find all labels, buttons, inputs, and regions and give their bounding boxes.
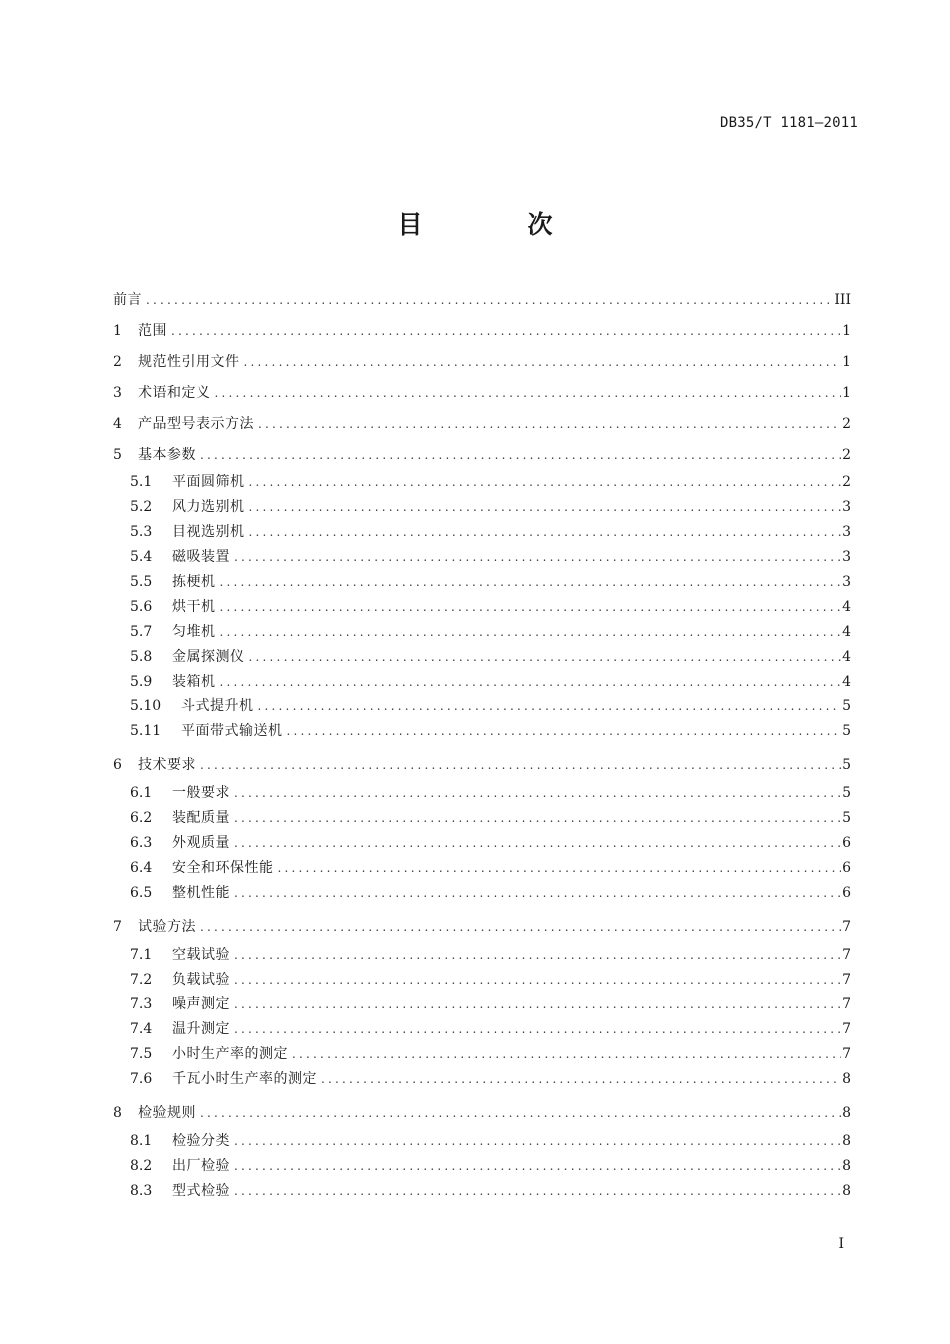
toc-section-entry[interactable]	[113, 1129, 851, 1154]
toc-entry-number: 7.6	[130, 1071, 153, 1088]
page-title: 目 次	[397, 210, 593, 239]
toc-section-entry[interactable]	[113, 1178, 851, 1203]
toc-entry-label: 负载试验	[172, 971, 230, 988]
toc-chapter-entry[interactable]	[113, 408, 851, 439]
toc-chapter-entry[interactable]	[113, 377, 851, 408]
toc-entry-page: 8	[842, 1071, 851, 1088]
toc-entry-number: 3	[113, 384, 122, 401]
toc-chapter-entry[interactable]	[113, 439, 851, 470]
toc-dot-leader	[216, 572, 842, 592]
toc-entry-label: 拣梗机	[172, 574, 216, 590]
toc-entry-page: 1	[842, 322, 851, 339]
toc-entry-number: 6.2	[130, 810, 153, 827]
toc-entry-label: 产品型号表示方法	[138, 415, 254, 432]
toc-entry-label: 基本参数	[138, 446, 196, 463]
toc-entry-label: 烘干机	[172, 598, 216, 615]
toc-entry-label: 技术要求	[138, 757, 196, 774]
toc-entry-page: 3	[842, 524, 851, 541]
toc-entry-number: 5.10	[130, 698, 162, 715]
toc-dot-leader	[196, 917, 841, 937]
toc-entry-number: 5.9	[130, 673, 153, 690]
toc-dot-leader	[230, 808, 841, 828]
toc-entry-page: 8	[842, 1105, 851, 1122]
toc-entry-page: 7	[842, 918, 851, 935]
toc-entry-page: 7	[842, 971, 851, 988]
toc-entry-label: 平面带式输送机	[181, 723, 283, 740]
toc-entry-number: 2	[113, 353, 122, 370]
toc-dot-leader	[230, 783, 841, 803]
toc-chapter-entry[interactable]	[113, 750, 851, 781]
toc-dot-leader	[142, 290, 834, 310]
toc-entry-page: 8	[842, 1157, 851, 1174]
toc-section-entry[interactable]	[113, 520, 851, 545]
toc-entry-label: 型式检验	[172, 1182, 230, 1199]
toc-section-entry[interactable]	[113, 1153, 851, 1178]
toc-entry-page: 1	[842, 353, 851, 370]
toc-entry-number: 5.8	[130, 648, 153, 665]
toc-section-entry[interactable]	[113, 1042, 851, 1067]
toc-entry-page: 2	[842, 474, 851, 491]
toc-section-entry[interactable]	[113, 880, 851, 905]
toc-entry-number: 5.11	[130, 723, 162, 740]
toc-chapter-entry[interactable]	[113, 911, 851, 942]
toc-entry-label: 千瓦小时生产率的测定	[172, 1071, 317, 1088]
toc-dot-leader	[274, 858, 842, 878]
toc-section-entry[interactable]	[113, 1017, 851, 1042]
toc-section-entry[interactable]	[113, 470, 851, 495]
toc-dot-leader	[254, 696, 842, 716]
toc-chapter-entry[interactable]	[113, 315, 851, 346]
standard-code: DB35/T 1181—2011	[719, 115, 858, 131]
toc-entry-number: 6	[113, 757, 122, 774]
toc-entry-label: 装箱机	[172, 673, 216, 690]
toc-entry-label: 整机性能	[172, 884, 230, 901]
toc-entry-label: 规范性引用文件	[138, 353, 240, 370]
toc-entry-page: 4	[842, 648, 851, 665]
toc-dot-leader	[230, 1131, 841, 1151]
toc-entry-label: 目视选别机	[172, 524, 245, 541]
toc-dot-leader	[230, 1181, 841, 1201]
toc-entry-page: 5	[842, 785, 851, 802]
toc-section-entry[interactable]	[113, 967, 851, 992]
toc-entry-label: 金属探测仪	[172, 648, 245, 665]
toc-section-entry[interactable]	[113, 781, 851, 806]
toc-dot-leader	[211, 383, 842, 403]
toc-entry-page: 7	[842, 1021, 851, 1038]
toc-entry-number: 4	[113, 415, 122, 432]
toc-dot-leader	[230, 1156, 841, 1176]
toc-section-entry[interactable]	[113, 831, 851, 856]
toc-dot-leader	[216, 622, 842, 642]
toc-dot-leader	[216, 672, 842, 692]
toc-entry-page: 4	[842, 623, 851, 640]
toc-section-entry[interactable]	[113, 495, 851, 520]
toc-dot-leader	[167, 321, 841, 341]
toc-entry-number: 7.3	[130, 996, 153, 1013]
toc-section-entry[interactable]	[113, 570, 851, 595]
toc-entry-label: 匀堆机	[172, 623, 216, 640]
toc-section-entry[interactable]	[113, 694, 851, 719]
toc-dot-leader	[240, 352, 842, 372]
toc-dot-leader	[230, 547, 841, 567]
toc-entry-page: 6	[842, 835, 851, 852]
toc-entry-number: 7.5	[130, 1046, 153, 1063]
toc-section-entry[interactable]	[113, 594, 851, 619]
toc-entry-page: 3	[842, 549, 851, 566]
toc-entry-page: 3	[842, 499, 851, 516]
toc-chapter-entry[interactable]	[113, 346, 851, 377]
toc-entry-page: 6	[842, 859, 851, 876]
toc-entry-page: 2	[842, 446, 851, 463]
toc-entry-number: 1	[113, 322, 122, 339]
toc-entry-page: 7	[842, 1046, 851, 1063]
toc-dot-leader	[230, 883, 841, 903]
toc-entry-number: 5.4	[130, 549, 153, 566]
toc-entry-label: 术语和定义	[138, 384, 211, 401]
toc-section-entry[interactable]	[113, 942, 851, 967]
toc-dot-leader	[230, 970, 841, 990]
toc-chapter-entry[interactable]	[113, 1098, 851, 1129]
toc-entry-number: 5.3	[130, 524, 153, 541]
toc-entry-number: 8	[113, 1105, 122, 1122]
toc-entry-number: 7.1	[130, 946, 153, 963]
toc-section-entry[interactable]	[113, 719, 851, 744]
toc-entry-page: 1	[842, 384, 851, 401]
toc-entry-number: 5	[113, 446, 122, 463]
toc-dot-leader	[230, 945, 841, 965]
toc-dot-leader	[245, 472, 842, 492]
toc-dot-leader	[317, 1069, 841, 1089]
toc-section-entry[interactable]	[113, 1067, 851, 1092]
toc-entry-number: 5.2	[130, 499, 153, 516]
toc-dot-leader	[283, 721, 842, 741]
toc-section-entry[interactable]	[113, 992, 851, 1017]
toc-entry-label: 小时生产率的测定	[172, 1046, 288, 1063]
toc-section-entry[interactable]	[113, 644, 851, 669]
toc-entry-number: 8.2	[130, 1157, 153, 1174]
toc-section-entry[interactable]	[113, 855, 851, 880]
toc-entry-page: 5	[842, 698, 851, 715]
toc-entry-number: 5.1	[130, 474, 153, 491]
toc-entry-number: 6.3	[130, 835, 153, 852]
toc-entry-number: 7.4	[130, 1021, 153, 1038]
toc-dot-leader	[196, 1103, 841, 1123]
toc-section-entry[interactable]	[113, 806, 851, 831]
toc-entry-page: 3	[842, 574, 851, 590]
toc-dot-leader	[196, 755, 841, 775]
toc-entry-page: III	[834, 291, 851, 308]
toc-entry-page: 2	[842, 415, 851, 432]
toc-entry-page: 7	[842, 996, 851, 1013]
toc-entry-page: 5	[842, 757, 851, 774]
toc-dot-leader	[254, 414, 841, 434]
toc-entry-number: 5.6	[130, 598, 153, 615]
toc-entry-label: 一般要求	[172, 785, 230, 802]
toc-entry-label: 检验规则	[138, 1105, 196, 1122]
toc-entry-label: 安全和环保性能	[172, 859, 274, 876]
toc-entry-label: 出厂检验	[172, 1157, 230, 1174]
toc-entry-number: 7.2	[130, 971, 153, 988]
toc-entry-label: 风力选别机	[172, 499, 245, 516]
toc-entry-number: 8.1	[130, 1133, 153, 1150]
toc-dot-leader	[216, 597, 842, 617]
toc-entry-page: 5	[842, 723, 851, 740]
toc-entry-page: 7	[842, 946, 851, 963]
toc-dot-leader	[230, 1019, 841, 1039]
toc-entry-label: 温升测定	[172, 1021, 230, 1038]
toc-entry-number: 6.1	[130, 785, 153, 802]
toc-entry-page: 4	[842, 673, 851, 690]
toc-entry-label: 平面圆筛机	[172, 474, 245, 491]
toc-entry-label: 范围	[138, 322, 167, 339]
table-of-contents	[113, 284, 851, 1203]
toc-entry-label: 试验方法	[138, 918, 196, 935]
toc-entry-page: 8	[842, 1133, 851, 1150]
page-number: I	[838, 1236, 844, 1252]
toc-dot-leader	[245, 522, 842, 542]
toc-entry-number: 7	[113, 918, 122, 935]
toc-entry-label: 空载试验	[172, 946, 230, 963]
toc-entry-number: 5.7	[130, 623, 153, 640]
toc-dot-leader	[245, 647, 842, 667]
toc-dot-leader	[230, 994, 841, 1014]
toc-entry-label: 检验分类	[172, 1133, 230, 1150]
toc-section-entry[interactable]	[113, 545, 851, 570]
toc-entry-label: 装配质量	[172, 810, 230, 827]
toc-dot-leader	[196, 445, 841, 465]
toc-entry-label: 前言	[113, 291, 142, 308]
toc-entry-number: 6.4	[130, 859, 153, 876]
toc-entry-page: 4	[842, 598, 851, 615]
toc-entry-number: 6.5	[130, 884, 153, 901]
toc-entry-page: 6	[842, 884, 851, 901]
toc-section-entry[interactable]	[113, 619, 851, 644]
toc-entry-page: 5	[842, 810, 851, 827]
toc-dot-leader	[288, 1044, 841, 1064]
toc-chapter-entry[interactable]	[113, 284, 851, 315]
toc-dot-leader	[230, 833, 841, 853]
toc-entry-label: 噪声测定	[172, 996, 230, 1013]
toc-entry-number: 8.3	[130, 1182, 153, 1199]
toc-entry-label: 磁吸装置	[172, 549, 230, 566]
toc-entry-page: 8	[842, 1182, 851, 1199]
toc-entry-number: 5.5	[130, 574, 153, 590]
toc-entry-label: 斗式提升机	[181, 698, 254, 715]
toc-section-entry[interactable]	[113, 669, 851, 694]
toc-dot-leader	[245, 497, 842, 517]
toc-entry-label: 外观质量	[172, 835, 230, 852]
